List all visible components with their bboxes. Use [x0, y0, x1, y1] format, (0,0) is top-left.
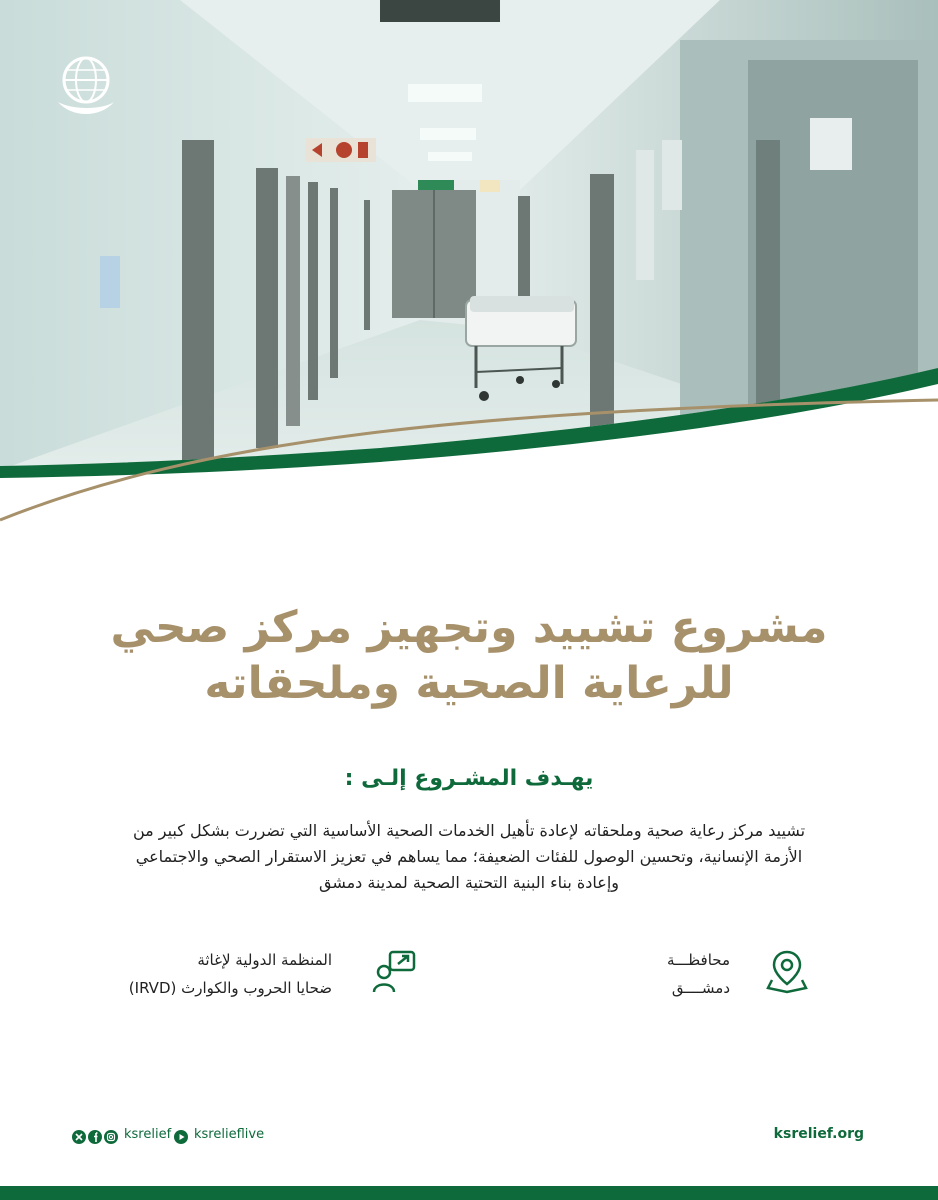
partner-line1: المنظمة الدولية لإغاثة — [197, 951, 332, 969]
partner-handoff-icon — [372, 950, 418, 994]
youtube-icon[interactable] — [174, 1130, 188, 1144]
bottom-accent-bar — [0, 1186, 938, 1200]
hero-photo — [0, 0, 938, 540]
ksrelief-globe-icon — [52, 52, 120, 120]
partner-info — [118, 946, 332, 1002]
location-info — [640, 946, 730, 1002]
project-title-line1: مشروع تشييد وتجهيز مركز صحي — [110, 602, 828, 653]
social-handle[interactable]: ksrelief — [124, 1127, 172, 1142]
x-icon[interactable] — [72, 1130, 86, 1144]
live-handle[interactable]: ksrelieflive — [194, 1127, 265, 1142]
website-link[interactable]: ksrelief.org — [773, 1126, 864, 1142]
partner-line2: ضحايا الحروب والكوارث (IRVD) — [128, 979, 332, 997]
instagram-icon[interactable] — [104, 1130, 118, 1144]
goal-description: تشييد مركز رعاية صحية وملحقاته لإعادة تأهيل الخدمات الصحية الأساسية التي تضررت بشكل كبير من الأزمة الإنسانية، وتحسين الوصول للفئات الضعيفة؛ مما يساهم في تعزيز الاستقرار الصحي والاجتماعي وإعادة بناء البنية التحتية الصحية لمدينة دمشق — [132, 821, 806, 892]
facebook-icon[interactable] — [88, 1130, 102, 1144]
map-pin-icon — [766, 948, 808, 994]
location-line2: دمشــــق — [671, 979, 730, 997]
project-title-line2: للرعاية الصحية وملحقاته — [204, 658, 734, 709]
ksrelief-logo — [52, 52, 120, 120]
location-line1: محافظـــة — [667, 951, 730, 969]
goal-heading: يهـدف المشـروع إلـى : — [344, 766, 594, 791]
project-title — [60, 600, 878, 712]
